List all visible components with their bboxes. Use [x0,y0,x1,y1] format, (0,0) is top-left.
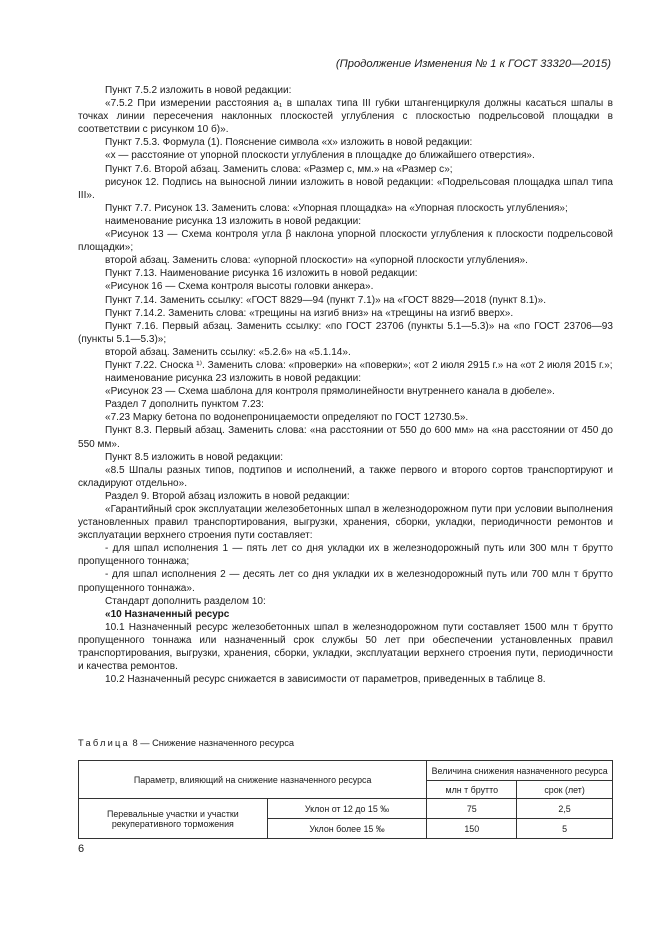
paragraph: - для шпал исполнения 2 — десять лет со дня укладки их в железнодорожный путь или 700 млн т брутто пропущенного тоннажа». [78,569,613,594]
paragraph: «7.23 Марку бетона по водонепроницаемости определяют по ГОСТ 12730.5». [105,412,469,424]
page-number: 6 [78,843,85,855]
paragraph: Пункт 8.3. Первый абзац. Заменить слова: «на расстоянии от 550 до 600 мм» на «на расстоянии от 450 до 550 мм». [78,425,613,450]
header-mass: млн т брутто [427,781,517,799]
header-years: срок (лет) [517,781,613,799]
paragraph: «8.5 Шпалы разных типов, подтипов и исполнений, а также первого и второго сортов транспортируют и складируют отдельно». [78,464,613,489]
table-cell-parameter: Перевальные участки и участки рекуперативного торможения [79,799,268,839]
paragraph: 10.1 Назначенный ресурс железобетонных шпал в железнодорожном пути составляет 1500 млн т брутто пропущенного тоннажа или назначенный срок службы 50 лет при обеспечении установленных правил транспортирования, выгрузки, хранения, сборки, укладки, эксплуатации верхнего строения пути, периодичности и качества ремонтов. [78,621,613,673]
table-cell-slope: Уклон более 15 ‰ [267,819,427,839]
paragraph: Пункт 7.7. Рисунок 13. Заменить слова: «Упорная площадка» на «Упорная плоскость углубления»; [105,202,568,214]
table-caption-label: Таблица [78,738,130,748]
paragraph: наименование рисунка 23 изложить в новой редакции: [105,373,362,385]
paragraph: «Рисунок 16 — Схема контроля высоты головки анкера». [105,281,374,293]
paragraph: Раздел 9. Второй абзац изложить в новой редакции: [105,490,350,502]
paragraph: «Рисунок 13 — Схема контроля угла β наклона упорной плоскости углубления к плоскости подрельсовой площадки»; [78,229,613,254]
document-body [78,84,613,686]
paragraph: Пункт 7.14.2. Заменить слова: «трещины на изгиб вниз» на «трещины на изгиб вверх». [105,307,514,319]
table-cell-years: 5 [517,819,613,839]
table-caption-text: 8 — Снижение назначенного ресурса [129,738,295,748]
paragraph: Пункт 7.6. Второй абзац. Заменить слова: «Размер c, мм.» на «Размер c»; [105,163,453,175]
paragraph: Раздел 7 дополнить пунктом 7.23: [105,399,264,411]
paragraph: Пункт 7.22. Сноска ¹⁾. Заменить слова: «проверки» на «поверки»; «от 2 июля 2915 г.» на «от 2 июля 2015 г.»; [105,359,613,371]
paragraph: - для шпал исполнения 1 — пять лет со дня укладки их в железнодорожный путь или 300 млн т брутто пропущенного тоннажа; [78,543,613,568]
table-caption [78,738,294,748]
table-cell-mass: 75 [427,799,517,819]
header-parameter: Параметр, влияющий на снижение назначенного ресурса [79,761,427,799]
paragraph: «7.5.2 При измерении расстояния a₁ в шпалах типа III губки штангенциркуля должны касаться шпалы в точках линии пересечения наклонных плоскостей углубления с плоскостью подрельсовой площадки в соответствии с рисунком 10 б)». [78,98,613,136]
paragraph: «Гарантийный срок эксплуатации железобетонных шпал в железнодорожном пути при условии выполнения установленных правил транспортирования, выгрузки, хранения, сборки, укладки, периодичности ремонтов и эксплуатации верхнего строения пути составляет: [78,504,613,542]
paragraph: Пункт 7.5.2 изложить в новой редакции: [105,85,292,96]
header-value: Величина снижения назначенного ресурса [427,761,613,781]
paragraph: Пункт 7.13. Наименование рисунка 16 изложить в новой редакции: [105,268,418,280]
table-cell-mass: 150 [427,819,517,839]
table-cell-slope: Уклон от 12 до 15 ‰ [267,799,427,819]
paragraph: второй абзац. Заменить слова: «упорной плоскости» на «упорной плоскости углубления». [105,255,528,267]
paragraph: Пункт 7.5.3. Формула (1). Пояснение символа «x» изложить в новой редакции: [105,137,473,149]
resource-reduction-table [78,760,613,839]
running-header: (Продолжение Изменения № 1 к ГОСТ 33320—2015) [335,58,611,70]
paragraph: «Рисунок 23 — Схема шаблона для контроля прямолинейности внутреннего канала в дюбеле». [105,386,555,398]
paragraph: наименование рисунка 13 изложить в новой редакции: [105,215,362,227]
paragraph: Стандарт дополнить разделом 10: [105,595,266,607]
paragraph: рисунок 12. Подпись на выносной линии изложить в новой редакции: «Подрельсовая площадка шпал типа III». [78,176,613,201]
paragraph: второй абзац. Заменить ссылку: «5.2.6» на «5.1.14». [105,346,351,358]
table-cell-years: 2,5 [517,799,613,819]
paragraph: Пункт 7.14. Заменить ссылку: «ГОСТ 8829—94 (пункт 7.1)» на «ГОСТ 8829—2018 (пункт 8.1)». [105,294,547,306]
section-heading: «10 Назначенный ресурс [105,608,230,620]
paragraph: «x — расстояние от упорной плоскости углубления в площадке до ближайшего отверстия». [105,150,535,162]
paragraph: Пункт 8.5 изложить в новой редакции: [105,451,284,463]
paragraph: Пункт 7.16. Первый абзац. Заменить ссылку: «по ГОСТ 23706 (пункты 5.1—5.3)» на «по ГОСТ 23706—93 (пункты 5.1—5.3)»; [78,320,613,345]
paragraph: 10.2 Назначенный ресурс снижается в зависимости от параметров, приведенных в таблице 8. [105,674,546,686]
